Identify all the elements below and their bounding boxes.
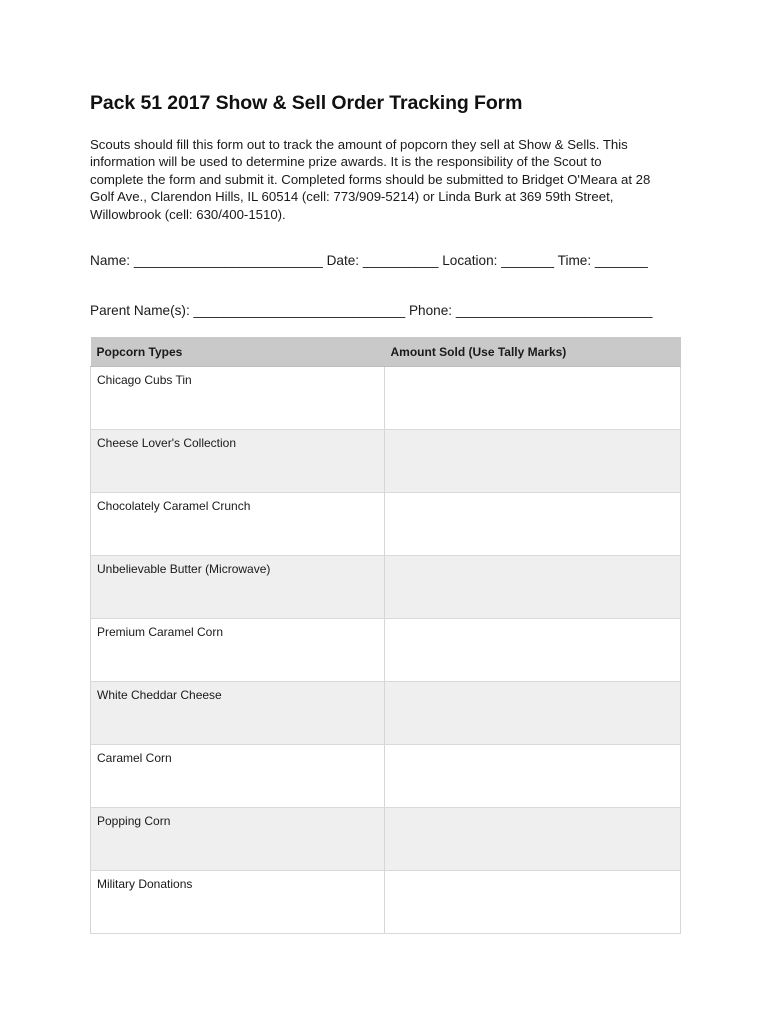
- instructions-paragraph: [90, 136, 690, 223]
- popcorn-type-cell: Premium Caramel Corn: [91, 619, 385, 682]
- amount-sold-cell[interactable]: [385, 871, 681, 934]
- amount-sold-cell[interactable]: [385, 808, 681, 871]
- table-row: [91, 745, 681, 808]
- popcorn-type-cell: Caramel Corn: [91, 745, 385, 808]
- amount-sold-cell[interactable]: [385, 493, 681, 556]
- amount-sold-cell[interactable]: [385, 619, 681, 682]
- form-title: Pack 51 2017 Show & Sell Order Tracking Form: [90, 92, 523, 114]
- instructions-line: information will be used to determine prize awards. It is the responsibility of the Scout to: [90, 154, 602, 170]
- instructions-line: Scouts should fill this form out to track the amount of popcorn they sell at Show & Sells. This: [90, 137, 628, 152]
- popcorn-type-cell: Cheese Lover's Collection: [91, 430, 385, 493]
- popcorn-type-cell: Chicago Cubs Tin: [91, 367, 385, 430]
- table-row: [91, 556, 681, 619]
- amount-sold-cell[interactable]: [385, 556, 681, 619]
- popcorn-type-cell: Chocolately Caramel Crunch: [91, 493, 385, 556]
- table-row: [91, 871, 681, 934]
- amount-sold-cell[interactable]: [385, 430, 681, 493]
- amount-sold-cell[interactable]: [385, 367, 681, 430]
- name-date-location-time-fields[interactable]: Name: _________________________ Date: __________ Location: _______ Time: _______: [90, 253, 648, 268]
- popcorn-order-table: [90, 337, 681, 934]
- table-row: [91, 367, 681, 430]
- header-amount-sold: Amount Sold (Use Tally Marks): [385, 337, 681, 367]
- instructions-line: complete the form and submit it. Completed forms should be submitted to Bridget O'Meara at 28: [90, 171, 651, 187]
- amount-sold-cell[interactable]: [385, 682, 681, 745]
- table-row: [91, 682, 681, 745]
- popcorn-type-cell: Popping Corn: [91, 808, 385, 871]
- popcorn-type-cell: White Cheddar Cheese: [91, 682, 385, 745]
- table-row: [91, 808, 681, 871]
- table-row: [91, 493, 681, 556]
- header-popcorn-types: Popcorn Types: [91, 337, 385, 367]
- instructions-line: Willowbrook (cell: 630/400-1510).: [90, 206, 286, 222]
- popcorn-type-cell: Military Donations: [91, 871, 385, 934]
- table-row: [91, 430, 681, 493]
- popcorn-type-cell: Unbelievable Butter (Microwave): [91, 556, 385, 619]
- table-header-row: [91, 337, 681, 367]
- amount-sold-cell[interactable]: [385, 745, 681, 808]
- table-row: [91, 619, 681, 682]
- parent-phone-fields[interactable]: Parent Name(s): ____________________________ Phone: __________________________: [90, 303, 653, 318]
- instructions-line: Golf Ave., Clarendon Hills, IL 60514 (cell: 773/909-5214) or Linda Burk at 369 59th Street,: [90, 189, 614, 205]
